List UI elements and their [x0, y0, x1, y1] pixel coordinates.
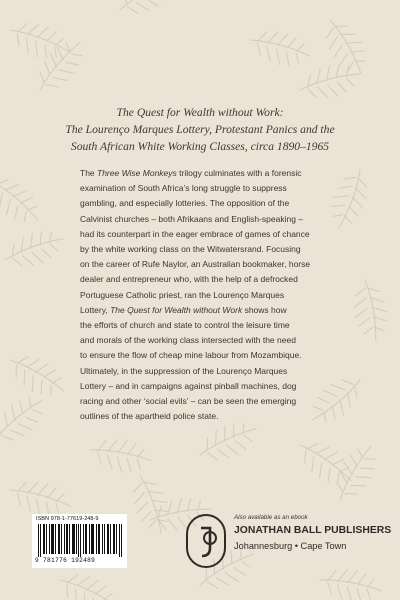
- blurb-line: gambling, and especially lotteries. The opposition of the: [80, 198, 290, 209]
- blurb-line: had its counterpart in the eager embrace of games of chance: [80, 228, 310, 239]
- title-line-2: The Lourenço Marques Lottery, Protestant Panics and the: [65, 123, 335, 136]
- blurb-text: The: [80, 168, 98, 178]
- publisher-logo-icon: [186, 514, 226, 568]
- blurb-text: trilogy culminates with a forensic: [176, 168, 302, 178]
- book-blurb: [80, 166, 360, 424]
- blurb-line: [80, 166, 360, 181]
- blurb-line: dealer and entrepreneur who, with the help of a defrocked: [80, 274, 298, 285]
- publisher-cities: Johannesburg • Cape Town: [234, 541, 347, 551]
- blurb-line: Ultimately, in the suppression of the Lourenço Marques: [80, 365, 288, 376]
- isbn-label: ISBN 978-1-77619-248-9: [36, 516, 99, 522]
- barcode-digits: 9 781776 192489: [35, 557, 96, 564]
- publisher-name: JONATHAN BALL PUBLISHERS: [234, 525, 392, 536]
- series-title: Three Wise Monkeys: [97, 168, 177, 178]
- blurb-line: Portuguese Catholic priest, ran the Lourenço Marques: [80, 289, 285, 300]
- blurb-line: racing and other ‘social evils’ – can be seen the emerging: [80, 396, 297, 407]
- blurb-line: and morals of the working class intersected with the need: [80, 335, 296, 346]
- blurb-line: on the career of Rufe Naylor, an Australian bookmaker, horse: [80, 259, 311, 270]
- blurb-line: [80, 303, 360, 318]
- title-line-3: South African White Working Classes, circa 1890–1965: [70, 140, 330, 153]
- blurb-line: examination of South Africa’s long struggle to suppress: [80, 183, 287, 194]
- blurb-line: to ensure the flow of cheap mine labour from Mozambique.: [80, 350, 302, 361]
- barcode-bars: [36, 524, 123, 557]
- blurb-line: the efforts of church and state to control the leisure time: [80, 320, 290, 331]
- blurb-line: by the white working class on the Witwatersrand. Focusing: [80, 244, 301, 255]
- book-title: [40, 104, 360, 155]
- ebook-note: Also available as an ebook: [234, 514, 308, 521]
- blurb-line: Lottery – and in campaigns against pinball machines, dog: [80, 380, 297, 391]
- blurb-line: Calvinist churches – both Afrikaans and English-speaking –: [80, 213, 304, 224]
- blurb-text: Lottery,: [80, 304, 111, 315]
- blurb-line: outlines of the apartheid police state.: [80, 411, 219, 422]
- isbn-barcode: [32, 514, 127, 568]
- title-line-1: The Quest for Wealth without Work:: [116, 106, 284, 119]
- blurb-text: shows how: [242, 304, 287, 315]
- book-title-inline: The Quest for Wealth without Work: [110, 304, 243, 315]
